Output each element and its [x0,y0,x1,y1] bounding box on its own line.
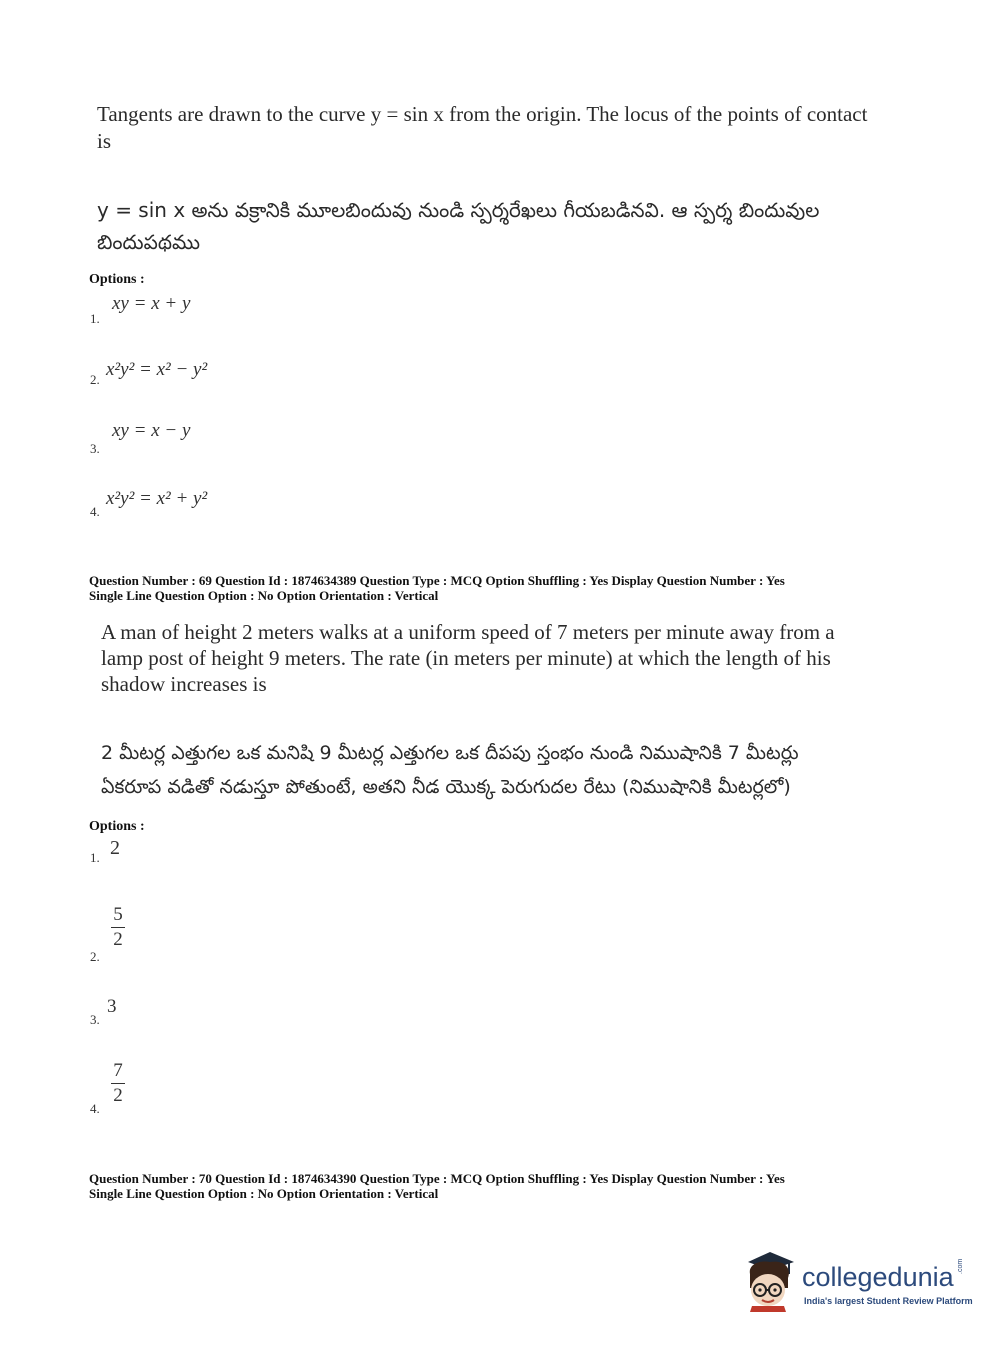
q69-text-te-line-2: ఏకరూప వడితో నడుస్తూ పోతుంటే, అతని నీడ యొక్క పెరుగుదల రేటు (నిముషానికి మీటర్లలో) [101,776,791,798]
q69-option-4-denominator: 2 [113,1085,123,1106]
q69-text-te-line-1: 2 మీటర్ల ఎత్తుగల ఒక మనిషి 9 మీటర్ల ఎత్తుగల ఒక దీపపు స్తంభం నుండి నిముషానికి 7 మీటర్లు [101,742,799,764]
q68-option-1-number: 1. [90,311,100,326]
q69-option-4-fraction [111,1060,125,1107]
q69-option-1-value: 2 [110,837,120,859]
logo-brand: collegedunia [802,1262,954,1292]
q68-options-label: Options : [89,272,145,287]
q69-options-label: Options : [89,819,145,834]
q70-meta-line-1: Question Number : 70 Question Id : 1874634390 Question Type : MCQ Option Shuffling : Yes Display Question Number : Yes [89,1171,785,1186]
q69-option-2-number: 2. [90,949,100,964]
q68-option-2-number: 2. [90,372,100,387]
q69-option-2-fraction [111,904,125,951]
q69-meta-line-1: Question Number : 69 Question Id : 1874634389 Question Type : MCQ Option Shuffling : Yes Display Question Number : Yes [89,573,785,588]
q68-option-1-text: xy = x + y [112,293,191,314]
q68-text-en: Tangents are drawn to the curve y = sin x from the origin. The locus of the points of contact is [97,102,868,153]
mascot-icon [740,1248,798,1312]
q69-option-3-number: 3. [90,1012,100,1027]
q69-meta-line-2: Single Line Question Option : No Option Orientation : Vertical [89,588,439,603]
q68-option-3-text: xy = x − y [112,420,191,441]
q69-text-en-line-3: shadow increases is [101,672,267,696]
logo-suffix: .com [957,1258,964,1274]
q69-option-3-value: 3 [107,996,117,1017]
fraction-bar [111,927,125,928]
q70-meta-line-2: Single Line Question Option : No Option Orientation : Vertical [89,1186,439,1201]
q69-option-2-numerator: 5 [113,904,123,925]
q68-option-4-number: 4. [90,504,100,519]
q69-option-4-numerator: 7 [113,1060,123,1081]
q68-text-te: y = sin x అను వక్రానికి మూలబిందువు నుండి స్పర్శరేఖలు గీయబడినవి. ఆ స్పర్శ బిందువుల బిందుపథము [97,198,820,254]
q69-text-en-line-1: A man of height 2 meters walks at a uniform speed of 7 meters per minute away from a [101,620,835,644]
q69-option-2-denominator: 2 [113,929,123,950]
fraction-bar [111,1083,125,1084]
logo-tagline: India's largest Student Review Platform [804,1296,973,1306]
q68-option-2-text: x²y² = x² − y² [106,359,208,380]
q69-text-en-line-2: lamp post of height 9 meters. The rate (in meters per minute) at which the length of his [101,646,831,670]
collegedunia-logo [740,1248,973,1318]
q68-option-4-text: x²y² = x² + y² [106,488,208,509]
q69-option-4-number: 4. [90,1101,100,1116]
q68-option-3-number: 3. [90,441,100,456]
q69-option-1-number: 1. [90,850,100,865]
